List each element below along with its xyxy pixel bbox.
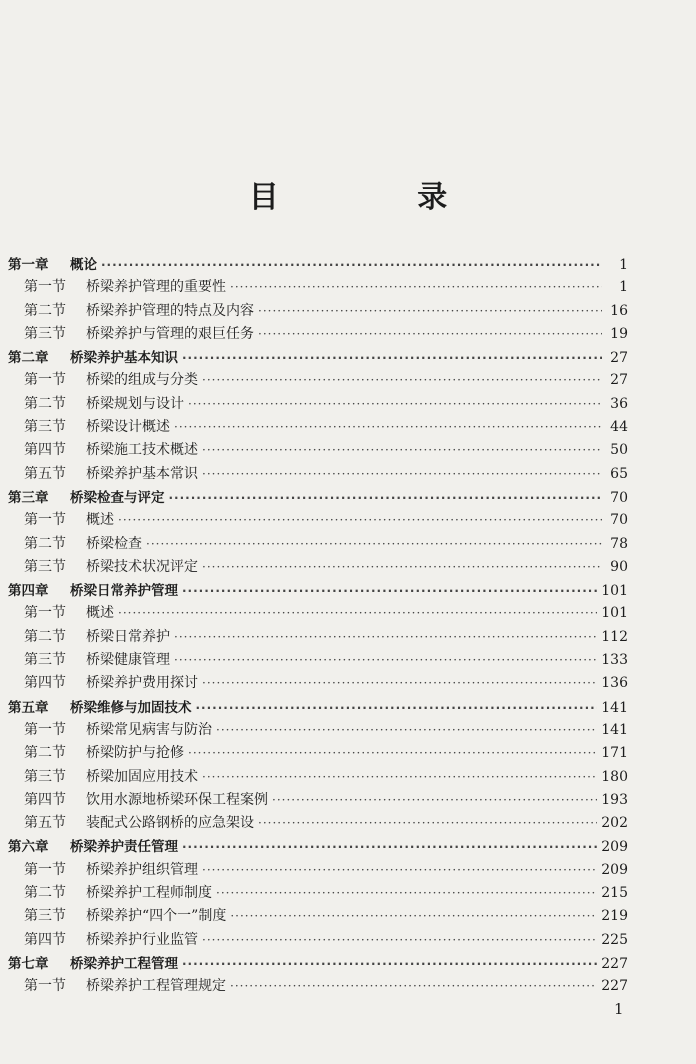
page-ref: 90 [610, 558, 628, 575]
page-ref: 19 [610, 325, 628, 342]
section-title: 装配式公路钢桥的应急架设 [86, 815, 254, 832]
toc-section-row [8, 626, 628, 649]
page-ref: 27 [610, 372, 628, 389]
toc-chapter-row [8, 346, 628, 369]
toc-section-row [8, 929, 628, 952]
page-ref: 227 [601, 978, 628, 995]
section-title: 桥梁养护工程师制度 [86, 885, 212, 902]
dot-leader [216, 723, 597, 737]
dot-leader [182, 351, 602, 365]
page-ref: 133 [601, 652, 628, 669]
section-number: 第一节 [24, 861, 66, 878]
toc-section-row [8, 882, 628, 905]
page-ref: 225 [601, 931, 628, 948]
dot-leader [118, 513, 602, 527]
section-title: 桥梁检查 [86, 535, 142, 552]
page-ref: 215 [601, 885, 628, 902]
section-title: 桥梁健康管理 [86, 652, 170, 669]
page-ref: 101 [601, 583, 628, 600]
toc-section-row [8, 672, 628, 695]
dot-leader [202, 467, 602, 481]
page-ref: 209 [601, 839, 628, 856]
toc-section-row [8, 905, 628, 928]
toc-section-row [8, 416, 628, 439]
page-ref: 141 [601, 699, 628, 716]
section-title: 桥梁养护工程管理规定 [86, 978, 226, 995]
chapter-number: 第七章 [8, 955, 49, 972]
toc-section-row [8, 812, 628, 835]
toc-section-row [8, 556, 628, 579]
toc-section-row [8, 369, 628, 392]
chapter-number: 第一章 [8, 257, 49, 273]
chapter-title: 概论 [70, 257, 97, 273]
toc-section-row [8, 300, 628, 323]
dot-leader [174, 630, 597, 644]
toc-section-row [8, 859, 628, 882]
toc-chapter-row [8, 696, 628, 719]
chapter-title: 桥梁日常养护管理 [70, 583, 178, 600]
toc-section-row [8, 439, 628, 462]
dot-leader [202, 373, 602, 387]
chapter-number: 第二章 [8, 350, 49, 367]
page-ref: 202 [601, 815, 628, 832]
toc-chapter-row [8, 486, 628, 509]
chapter-title: 桥梁养护工程管理 [70, 955, 178, 972]
section-number: 第一节 [24, 978, 66, 995]
page-ref: 16 [610, 302, 628, 319]
toc-section-row [8, 649, 628, 672]
section-number: 第二节 [24, 628, 66, 645]
dot-leader [230, 909, 597, 923]
toc-section-row [8, 463, 628, 486]
dot-leader [169, 491, 603, 505]
dot-leader [258, 816, 597, 830]
section-number: 第四节 [24, 931, 66, 948]
section-title: 桥梁日常养护 [86, 628, 170, 645]
page-ref: 44 [610, 419, 628, 436]
chapter-title: 桥梁维修与加固技术 [70, 699, 192, 716]
toc-section-row [8, 719, 628, 742]
page-ref: 136 [601, 675, 628, 692]
page-ref: 209 [601, 861, 628, 878]
section-title: 桥梁养护组织管理 [86, 861, 198, 878]
section-number: 第三节 [24, 652, 66, 669]
dot-leader [182, 957, 597, 971]
dot-leader [182, 840, 597, 854]
section-title: 桥梁养护行业监管 [86, 931, 198, 948]
section-number: 第三节 [24, 325, 66, 342]
dot-leader [182, 584, 597, 598]
section-title: 桥梁养护与管理的艰巨任务 [86, 325, 254, 342]
section-number: 第三节 [24, 768, 66, 785]
section-title: 概述 [86, 512, 114, 529]
page-ref: 141 [601, 721, 628, 738]
toc-section-row [8, 393, 628, 416]
page-ref: 1 [619, 279, 628, 296]
dot-leader [202, 443, 602, 457]
toc-section-row [8, 323, 628, 346]
section-number: 第一节 [24, 372, 66, 389]
dot-leader [230, 280, 602, 294]
section-title: 概述 [86, 605, 114, 622]
section-number: 第五节 [24, 465, 66, 482]
section-title: 桥梁施工技术概述 [86, 442, 198, 459]
section-title: 桥梁规划与设计 [86, 395, 184, 412]
dot-leader [258, 304, 602, 318]
dot-leader [202, 560, 602, 574]
page-ref: 36 [610, 395, 628, 412]
chapter-number: 第四章 [8, 583, 49, 600]
dot-leader [118, 606, 597, 620]
section-number: 第三节 [24, 908, 66, 925]
toc-chapter-row [8, 579, 628, 602]
dot-leader [202, 770, 597, 784]
page-ref: 101 [601, 605, 628, 622]
chapter-number: 第六章 [8, 839, 49, 856]
toc-section-row [8, 789, 628, 812]
section-number: 第二节 [24, 885, 66, 902]
chapter-number: 第三章 [8, 489, 49, 506]
section-number: 第一节 [24, 605, 66, 622]
dot-leader [202, 863, 597, 877]
section-title: 桥梁养护“四个一”制度 [86, 908, 227, 925]
section-title: 饮用水源地桥梁环保工程案例 [86, 791, 268, 808]
dot-leader [258, 327, 602, 341]
dot-leader [188, 746, 597, 760]
page-ref: 227 [601, 955, 628, 972]
section-number: 第四节 [24, 791, 66, 808]
dot-leader [202, 933, 597, 947]
toc-chapter-row [8, 835, 628, 858]
section-title: 桥梁技术状况评定 [86, 558, 198, 575]
page-ref: 180 [601, 768, 628, 785]
section-number: 第二节 [24, 395, 66, 412]
toc-section-row [8, 602, 628, 625]
section-number: 第三节 [24, 558, 66, 575]
dot-leader [230, 979, 597, 993]
page-ref: 112 [601, 628, 628, 645]
section-title: 桥梁养护基本常识 [86, 465, 198, 482]
section-number: 第四节 [24, 675, 66, 692]
chapter-title: 桥梁养护基本知识 [70, 350, 178, 367]
section-number: 第二节 [24, 535, 66, 552]
section-title: 桥梁防护与抢修 [86, 745, 184, 762]
section-number: 第四节 [24, 442, 66, 459]
page-ref: 171 [601, 745, 628, 762]
toc-section-row [8, 533, 628, 556]
dot-leader [216, 886, 597, 900]
page-ref: 50 [610, 442, 628, 459]
page-ref: 219 [601, 908, 628, 925]
dot-leader [174, 420, 602, 434]
dot-leader [146, 537, 602, 551]
page-ref: 1 [619, 257, 628, 273]
section-number: 第三节 [24, 419, 66, 436]
section-title: 桥梁加固应用技术 [86, 768, 198, 785]
page-ref: 70 [610, 489, 628, 506]
section-number: 第二节 [24, 302, 66, 319]
dot-leader [174, 653, 597, 667]
section-title: 桥梁的组成与分类 [86, 372, 198, 389]
page-ref: 193 [601, 791, 628, 808]
section-title: 桥梁养护管理的特点及内容 [86, 302, 254, 319]
section-number: 第二节 [24, 745, 66, 762]
chapter-title: 桥梁检查与评定 [70, 489, 165, 506]
page-title: 目 录 [248, 180, 512, 215]
page-ref: 27 [610, 350, 628, 367]
section-number: 第一节 [24, 721, 66, 738]
section-title: 桥梁常见病害与防治 [86, 721, 212, 738]
chapter-title: 桥梁养护责任管理 [70, 839, 178, 856]
section-number: 第一节 [24, 279, 66, 296]
section-title: 桥梁养护管理的重要性 [86, 279, 226, 296]
chapter-number: 第五章 [8, 699, 49, 716]
toc-section-row [8, 276, 628, 299]
dot-leader [272, 793, 597, 807]
section-number: 第五节 [24, 815, 66, 832]
page-ref: 78 [610, 535, 628, 552]
toc-section-row [8, 509, 628, 532]
page-ref: 70 [610, 512, 628, 529]
toc-section-row [8, 766, 628, 789]
section-number: 第一节 [24, 512, 66, 529]
section-title: 桥梁养护费用探讨 [86, 675, 198, 692]
page-ref: 65 [610, 465, 628, 482]
section-title: 桥梁设计概述 [86, 419, 170, 436]
dot-leader [202, 676, 597, 690]
dot-leader [188, 397, 602, 411]
page-number: 1 [614, 1000, 624, 1018]
toc-section-row [8, 742, 628, 765]
toc-section-row [8, 975, 628, 998]
dot-leader [101, 258, 602, 272]
dot-leader [196, 701, 598, 715]
table-of-contents [8, 253, 628, 999]
toc-chapter-row [8, 253, 628, 276]
toc-chapter-row [8, 952, 628, 975]
